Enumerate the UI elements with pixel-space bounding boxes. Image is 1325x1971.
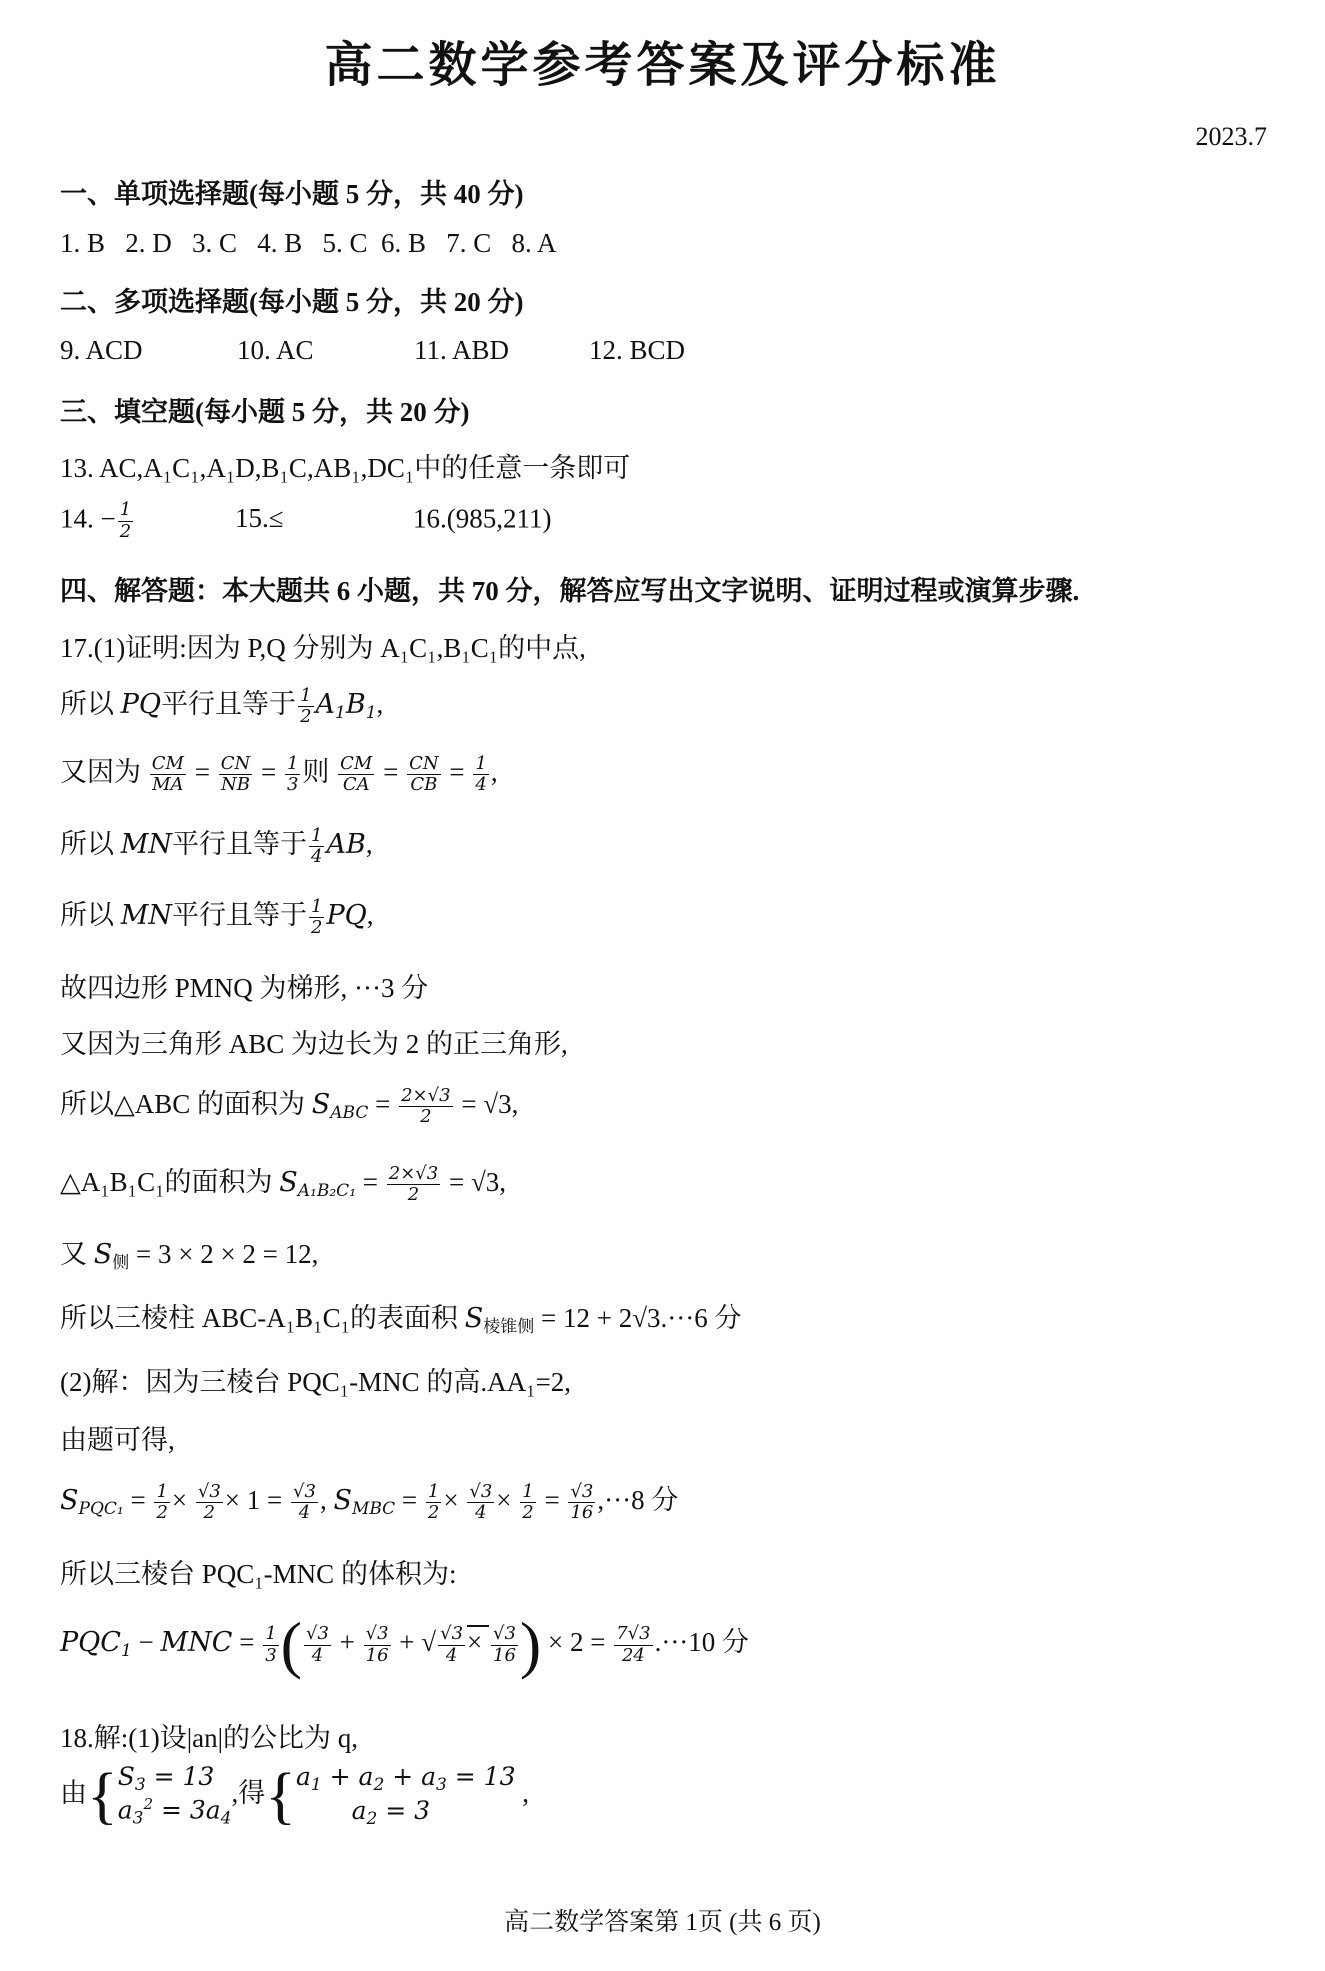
answer-16: 16.(985,211) <box>413 503 552 534</box>
fraction: $\frac{1}{2}$ <box>119 499 132 542</box>
answers-multi-choice <box>60 335 685 366</box>
q17-line-7: 又因为三角形 ABC 为边长为 2 的正三角形, <box>60 1029 568 1059</box>
date-label: 2023.7 <box>1195 122 1267 151</box>
section-4-heading: 四、解答题：本大题共 6 小题，共 70 分，解答应写出文字说明、证明过程或演算步骤. <box>60 576 1080 606</box>
q18-line-2: 由{$S_3 = 13$ $a_3^2 = 3a_4$,得{$a_1 + a_2 + a_3 = 13$ $a_2 = 3$ , <box>60 1759 529 1831</box>
q17-line-9: △A₁B₁C₁的面积为 $S_{A_1B_2C_1}$ = $\frac{2\times√3}{2}$ = √3, <box>60 1162 507 1206</box>
answer-15: 15.≤ <box>235 503 284 534</box>
q17-line-2: 所以 PQ平行且等于 $\frac{1}{2}$ $A_1B_1$, <box>60 684 384 728</box>
answers-single-choice: 1. B 2. D 3. C 4. B 5. C 6. B 7. C 8. A <box>60 228 557 258</box>
answer-13: 13. AC,A₁C₁,A₁D,B₁C,AB₁,DC₁中的任意一条即可 <box>60 453 631 483</box>
answers-14-16 <box>60 500 551 542</box>
answer-11: 11. ABD <box>414 335 510 365</box>
q17-line-11: 所以三棱柱 ABC-A₁B₁C₁的表面积 $S_{棱锥侧} = 12 + 2√3.\cdot\cdot\cdot 6$ 分 <box>60 1303 742 1336</box>
q17-line-16: $PQC_1$ − MNC = $\frac{1}{3}$ ( $\frac{√3}{4}$ + $\frac{√3}{16}$ + √ $\frac{√3}{4}$ × $\frac{√3}{16}$ ) × 2 = $\frac{7√3}{24}$ .···10 分 <box>60 1609 750 1680</box>
q17-line-13: 由题可得, <box>60 1425 175 1455</box>
q17-line-5: 所以 MN平行且等于 $\frac{1}{2}$ PQ, <box>60 895 374 939</box>
q17-line-15: 所以三棱台 PQC₁-MNC 的体积为: <box>60 1559 457 1589</box>
section-2-heading: 二、多项选择题(每小题 5 分，共 20 分) <box>60 287 524 317</box>
q17-line-4: 所以 MN平行且等于 $\frac{1}{4}$ AB, <box>60 824 373 868</box>
answer-9: 9. ACD <box>60 335 143 365</box>
q17-line-10: 又 $S_侧 = 3 \times 2 \times 2 = 12$, <box>60 1239 319 1272</box>
q17-line-8: 所以△ABC 的面积为 $S_{ABC}$ = $\frac{2\times√3}{2}$ = √3, <box>60 1084 519 1128</box>
q17-line-6: 故四边形 PMNQ 为梯形, ···3 分 <box>60 973 429 1003</box>
q17-line-14: $S_{PQC_1}$ = $\frac{1}{2}$ × $\frac{√3}{2}$ × 1 = $\frac{√3}{4}$ , $S_{MBC}$ = $\frac{1}{2}$ × $\frac{√3}{4}$ × $\frac{1}{2}$ = $\frac{√3}{16}$ ,···8 分 <box>60 1480 679 1524</box>
answer-10: 10. AC <box>237 335 314 365</box>
answer-12: 12. BCD <box>589 335 686 365</box>
q18-line-1: 18.解:(1)设|an|的公比为 q, <box>60 1723 359 1753</box>
answer-14: 14. − <box>60 503 116 534</box>
section-3-heading: 三、填空题(每小题 5 分，共 20 分) <box>60 397 470 427</box>
q17-line-12: (2)解：因为三棱台 PQC₁-MNC 的高.AA₁=2, <box>60 1367 572 1397</box>
q17-line-3: 又因为 $\frac{CM}{MA}$ = $\frac{CN}{NB}$ = $\frac{1}{3}$ 则 $\frac{CM}{CA}$ = $\frac{CN}{CB}$ = $\frac{1}{4}$ , <box>60 752 498 796</box>
page-footer: 高二数学答案第 1页 (共 6 页) <box>504 1909 821 1936</box>
section-1-heading: 一、单项选择题(每小题 5 分，共 40 分) <box>60 179 524 209</box>
q17-line-1: 17.(1)证明:因为 P,Q 分别为 A₁C₁,B₁C₁的中点, <box>60 633 586 663</box>
page-title: 高二数学参考答案及评分标准 <box>324 39 1001 92</box>
